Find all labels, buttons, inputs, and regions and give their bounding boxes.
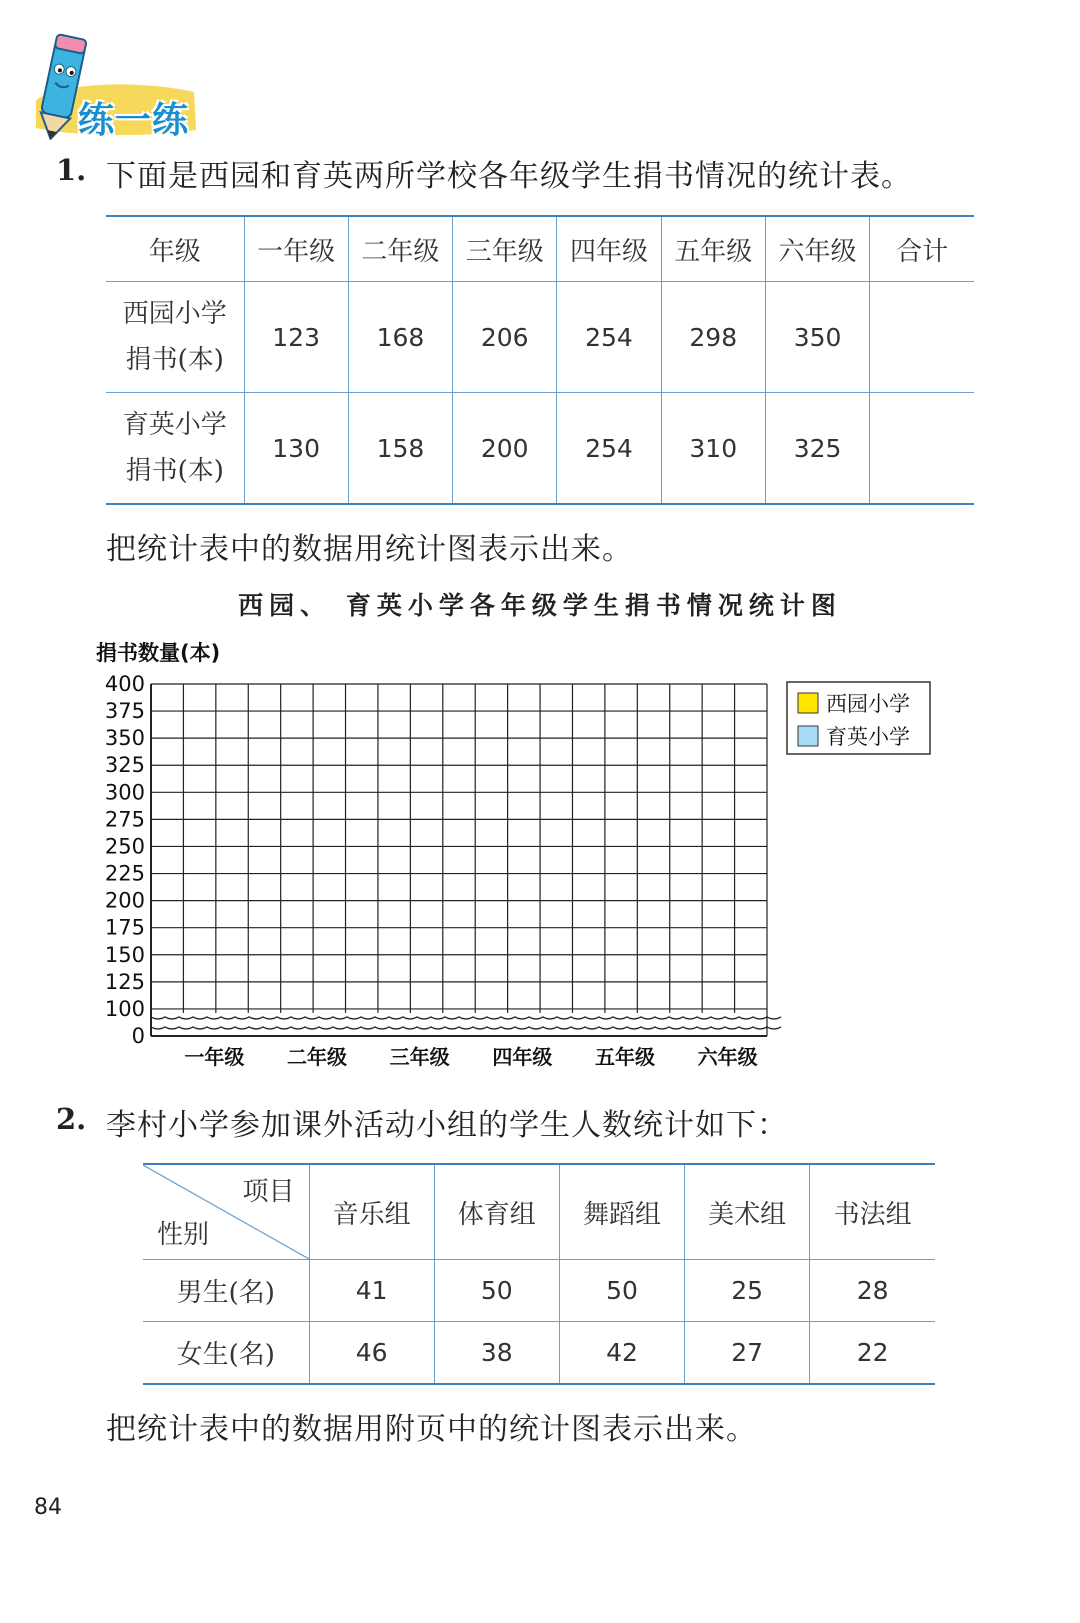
table-cell: 38 [434, 1322, 559, 1385]
x-category-label: 六年级 [697, 1045, 758, 1069]
question-1-text: 下面是西园和育英两所学校各年级学生捐书情况的统计表。 [106, 159, 912, 194]
column-header: 二年级 [348, 216, 452, 282]
y-tick-labels [105, 672, 145, 1048]
row-label-line: 捐书(本) [125, 456, 224, 486]
question-1-number: 1. [56, 153, 87, 187]
table-cell: 200 [453, 393, 557, 505]
x-category-label: 二年级 [287, 1045, 347, 1069]
table-cell: 325 [765, 393, 869, 505]
y-tick-label: 400 [104, 672, 145, 696]
table-cell: 28 [810, 1260, 935, 1322]
y-tick-label: 175 [104, 915, 145, 940]
section-badge-label: 练一练 [78, 100, 190, 141]
row-label-line: 育英小学 [122, 410, 227, 440]
y-tick-label: 150 [104, 942, 145, 967]
column-header: 六年级 [765, 216, 869, 282]
question-2-text: 李村小学参加课外活动小组的学生人数统计如下： [106, 1108, 788, 1143]
row-label [106, 393, 244, 505]
table-cell: 168 [348, 282, 452, 393]
x-category-label: 一年级 [184, 1045, 245, 1069]
corner-label-item: 项目 [242, 1177, 295, 1207]
legend-label-xiyuan: 西园小学 [826, 692, 910, 716]
table-header-row [143, 1164, 935, 1260]
row-label: 女生(名) [143, 1322, 309, 1385]
y-tick-label: 300 [104, 780, 145, 805]
table-cell: 22 [810, 1322, 935, 1385]
x-category-label: 三年级 [389, 1045, 450, 1069]
y-tick-label: 200 [104, 888, 145, 913]
bar-chart-grid[interactable] [0, 630, 1080, 1090]
table-row [143, 1260, 935, 1322]
column-header: 美术组 [685, 1164, 810, 1260]
y-tick-label: 125 [104, 969, 145, 994]
table-header-row [106, 216, 974, 282]
y-tick-label: 325 [104, 753, 145, 778]
table-cell: 50 [559, 1260, 684, 1322]
column-header: 年级 [148, 236, 201, 267]
table-cell: 310 [661, 393, 765, 505]
total-cell-blank[interactable] [870, 393, 974, 505]
y-tick-label: 350 [104, 726, 145, 751]
table-cell: 298 [661, 282, 765, 393]
chart-legend [787, 682, 930, 754]
column-header: 合计 [870, 216, 974, 282]
column-header: 五年级 [661, 216, 765, 282]
table-cell: 130 [244, 393, 348, 505]
y-axis-label: 捐书数量(本) [96, 641, 221, 665]
column-header: 一年级 [244, 216, 348, 282]
table-cell: 350 [765, 282, 869, 393]
x-category-label: 五年级 [595, 1045, 655, 1069]
table-cell: 158 [348, 393, 452, 505]
corner-label-gender: 性别 [157, 1220, 210, 1250]
y-tick-label: 375 [104, 699, 145, 724]
x-category-labels [184, 1045, 757, 1069]
table-cell: 123 [244, 282, 348, 393]
activity-table [143, 1163, 935, 1385]
row-label-line: 捐书(本) [125, 345, 224, 375]
column-header: 四年级 [557, 216, 661, 282]
table-cell: 42 [559, 1322, 684, 1385]
y-tick-label: 275 [104, 807, 145, 832]
total-cell-blank[interactable] [870, 282, 974, 393]
column-header: 三年级 [453, 216, 557, 282]
table-cell: 206 [453, 282, 557, 393]
table-cell: 254 [557, 282, 661, 393]
table-cell: 27 [685, 1322, 810, 1385]
legend-label-yuying: 育英小学 [826, 725, 910, 749]
y-tick-label: 100 [104, 996, 145, 1021]
table-cell: 254 [557, 393, 661, 505]
chart-grid [151, 684, 781, 1036]
table-cell: 41 [309, 1260, 434, 1322]
y-tick-label: 0 [131, 1024, 145, 1048]
y-tick-label: 225 [104, 861, 145, 886]
column-header: 书法组 [810, 1164, 935, 1260]
legend-swatch-xiyuan [798, 693, 818, 713]
question-2-instruction: 把统计表中的数据用附页中的统计图表示出来。 [106, 1412, 757, 1447]
table-cell: 25 [685, 1260, 810, 1322]
column-header: 体育组 [434, 1164, 559, 1260]
y-tick-label: 250 [104, 834, 145, 859]
table-row [106, 393, 974, 505]
donation-table [106, 215, 974, 505]
column-header: 舞蹈组 [559, 1164, 684, 1260]
diagonal-header-cell [143, 1164, 309, 1260]
table-cell: 46 [309, 1322, 434, 1385]
row-label: 男生(名) [143, 1260, 309, 1322]
column-header: 音乐组 [309, 1164, 434, 1260]
table-row [106, 282, 974, 393]
question-1-instruction: 把统计表中的数据用统计图表示出来。 [106, 532, 633, 567]
legend-swatch-yuying [798, 726, 818, 746]
row-label-line: 西园小学 [122, 299, 227, 329]
page-number: 84 [34, 1495, 62, 1520]
table-cell: 50 [434, 1260, 559, 1322]
question-2-number: 2. [56, 1102, 87, 1136]
row-label [106, 282, 244, 393]
chart-title: 西园、 育英小学各年级学生捐书情况统计图 [238, 591, 842, 620]
table-row [143, 1322, 935, 1385]
x-category-label: 四年级 [492, 1045, 553, 1069]
